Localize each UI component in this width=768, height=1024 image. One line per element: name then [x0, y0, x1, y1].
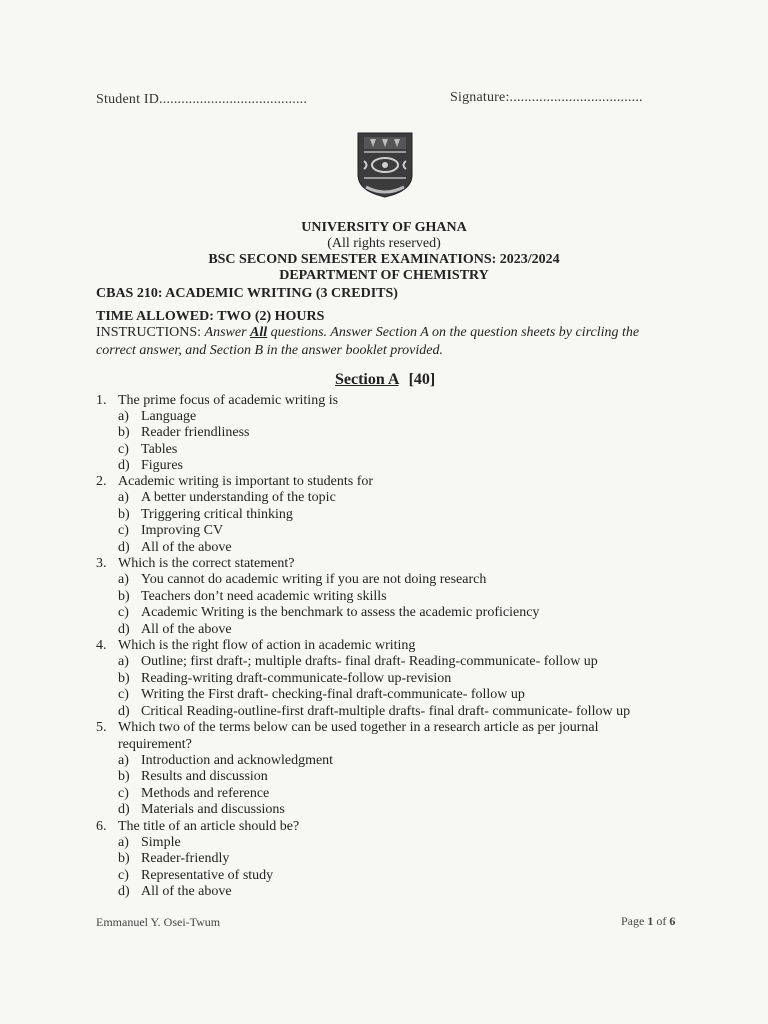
- option-text: Improving CV: [141, 523, 224, 538]
- question-text: Which two of the terms below can be used together in a research article as per journal: [118, 720, 599, 735]
- option-letter: d): [118, 458, 130, 473]
- option-text: Language: [141, 409, 197, 424]
- option-text: Introduction and acknowledgment: [141, 753, 334, 768]
- option-text: Materials and discussions: [141, 802, 285, 817]
- option-text: Triggering critical thinking: [141, 507, 293, 522]
- question-number: 2.: [96, 474, 107, 489]
- question-text: requirement?: [118, 737, 192, 752]
- page-label: Page: [621, 914, 645, 928]
- instructions-answer: Answer: [204, 325, 247, 340]
- option-text: You cannot do academic writing if you are not doing research: [141, 572, 487, 587]
- question-2: [0, 474, 768, 490]
- option-5c[interactable]: [0, 786, 768, 802]
- option-2c[interactable]: [0, 523, 768, 539]
- option-6b[interactable]: [0, 851, 768, 867]
- option-text: All of the above: [141, 884, 232, 899]
- university-name: UNIVERSITY OF GHANA: [301, 220, 467, 235]
- option-3a[interactable]: [0, 572, 768, 588]
- option-5a[interactable]: [0, 753, 768, 769]
- question-number: 3.: [96, 556, 107, 571]
- instructions-label: INSTRUCTIONS:: [96, 325, 202, 340]
- option-1a[interactable]: [0, 409, 768, 425]
- option-2a[interactable]: [0, 490, 768, 506]
- student-id-field: Student ID........................................: [96, 92, 308, 107]
- option-3d[interactable]: [0, 622, 768, 638]
- option-text: Methods and reference: [141, 786, 270, 801]
- question-text: The title of an article should be?: [118, 819, 300, 834]
- option-2b[interactable]: [0, 507, 768, 523]
- option-letter: c): [118, 687, 129, 702]
- instructions-all: All: [250, 325, 268, 340]
- option-text: All of the above: [141, 540, 232, 555]
- option-letter: a): [118, 490, 129, 505]
- signature-field: Signature:....................................: [450, 90, 643, 105]
- option-letter: b): [118, 425, 130, 440]
- option-letter: c): [118, 523, 129, 538]
- option-1d[interactable]: [0, 458, 768, 474]
- option-5d[interactable]: [0, 802, 768, 818]
- question-number: 4.: [96, 638, 107, 653]
- question-text: Which is the right flow of action in academic writing: [118, 638, 416, 653]
- option-text: Academic Writing is the benchmark to assess the academic proficiency: [141, 605, 540, 620]
- exam-title: BSC SECOND SEMESTER EXAMINATIONS: 2023/2024: [208, 252, 560, 267]
- option-3c[interactable]: [0, 605, 768, 621]
- option-letter: a): [118, 409, 129, 424]
- section-heading: [335, 371, 435, 389]
- option-letter: d): [118, 704, 130, 719]
- option-1b[interactable]: [0, 425, 768, 441]
- option-text: Representative of study: [141, 868, 274, 883]
- option-letter: c): [118, 442, 129, 457]
- section-name: Section A: [335, 371, 399, 388]
- page-number: [621, 914, 675, 929]
- option-text: All of the above: [141, 622, 232, 637]
- option-text: Reader-friendly: [141, 851, 230, 866]
- option-letter: a): [118, 572, 129, 587]
- question-text: Academic writing is important to students for: [118, 474, 374, 489]
- option-letter: a): [118, 753, 129, 768]
- option-1c[interactable]: [0, 442, 768, 458]
- option-letter: b): [118, 671, 130, 686]
- section-marks: [40]: [408, 371, 436, 388]
- question-number: 5.: [96, 720, 107, 735]
- option-3b[interactable]: [0, 589, 768, 605]
- question-text: Which is the correct statement?: [118, 556, 295, 571]
- page-total: 6: [669, 914, 676, 928]
- question-number: 6.: [96, 819, 107, 834]
- option-text: Figures: [141, 458, 183, 473]
- option-letter: c): [118, 605, 129, 620]
- rights-note: (All rights reserved): [327, 236, 441, 251]
- option-text: Writing the First draft- checking-final draft-communicate- follow up: [141, 687, 525, 702]
- option-letter: b): [118, 507, 130, 522]
- option-letter: b): [118, 851, 130, 866]
- option-text: Teachers don’t need academic writing skills: [141, 589, 387, 604]
- option-letter: a): [118, 835, 129, 850]
- question-4: [0, 638, 768, 654]
- option-6c[interactable]: [0, 868, 768, 884]
- instructions-rest: questions. Answer Section A on the question sheets by circling the: [270, 325, 640, 340]
- option-6d[interactable]: [0, 884, 768, 900]
- option-4c[interactable]: [0, 687, 768, 703]
- instructions-line-2: correct answer, and Section B in the answer booklet provided.: [96, 343, 443, 358]
- instructions-line-1: [96, 325, 639, 341]
- option-text: Critical Reading-outline-first draft-multiple drafts- final draft- communicate- follow up: [141, 704, 631, 719]
- option-letter: c): [118, 786, 129, 801]
- question-1: [0, 393, 768, 409]
- option-2d[interactable]: [0, 540, 768, 556]
- option-letter: d): [118, 884, 130, 899]
- option-text: Tables: [141, 442, 178, 457]
- university-crest-logo: [356, 131, 414, 201]
- footer-author: Emmanuel Y. Osei-Twum: [96, 915, 221, 929]
- page-of: of: [656, 914, 667, 928]
- page-current: 1: [647, 914, 654, 928]
- option-4d[interactable]: [0, 704, 768, 720]
- option-letter: d): [118, 540, 130, 555]
- option-text: Reading-writing draft-communicate-follow up-revision: [141, 671, 452, 686]
- question-6: [0, 819, 768, 835]
- option-letter: b): [118, 589, 130, 604]
- option-6a[interactable]: [0, 835, 768, 851]
- option-4a[interactable]: [0, 654, 768, 670]
- option-letter: d): [118, 622, 130, 637]
- option-text: A better understanding of the topic: [141, 490, 336, 505]
- option-4b[interactable]: [0, 671, 768, 687]
- option-letter: a): [118, 654, 129, 669]
- time-allowed: TIME ALLOWED: TWO (2) HOURS: [96, 309, 325, 324]
- option-5b[interactable]: [0, 769, 768, 785]
- option-letter: c): [118, 868, 129, 883]
- option-letter: b): [118, 769, 130, 784]
- question-3: [0, 556, 768, 572]
- option-text: Simple: [141, 835, 181, 850]
- option-text: Results and discussion: [141, 769, 268, 784]
- department-name: DEPARTMENT OF CHEMISTRY: [279, 268, 489, 283]
- question-text: The prime focus of academic writing is: [118, 393, 339, 408]
- option-letter: d): [118, 802, 130, 817]
- question-5: [0, 720, 768, 736]
- option-text: Reader friendliness: [141, 425, 250, 440]
- question-number: 1.: [96, 393, 107, 408]
- question-5-continued: [0, 737, 768, 753]
- course-title: CBAS 210: ACADEMIC WRITING (3 CREDITS): [96, 286, 398, 301]
- option-text: Outline; first draft-; multiple drafts- final draft- Reading-communicate- follow up: [141, 654, 598, 669]
